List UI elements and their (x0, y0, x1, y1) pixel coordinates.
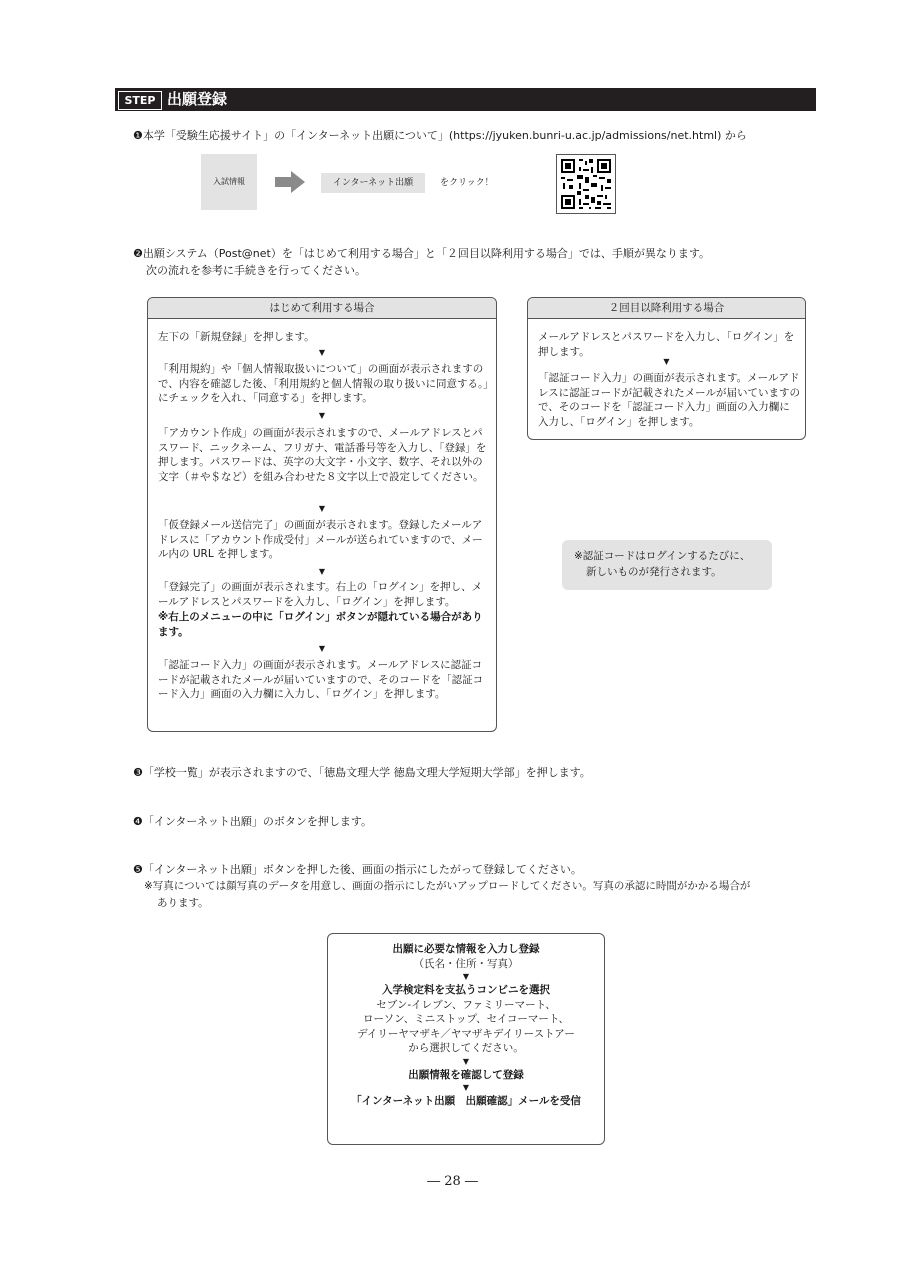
arrow-down-icon: ▼ (318, 348, 326, 357)
item4-text: 「インターネット出願」のボタンを押します。 (142, 815, 373, 828)
arrow-down-icon: ▼ (318, 411, 326, 420)
second-step-1: メールアドレスとパスワードを入力し、「ログイン」を押します。 (538, 331, 795, 358)
flow-step2-title: 入学検定料を支払うコンビニを選択 (382, 984, 550, 996)
item4-line (133, 814, 372, 829)
item1-text: 本学「受験生応援サイト」の「インターネット出願について」(https://jyuken.bunri-u.ac.jp/admissions/net.html) から (142, 129, 747, 142)
arrow-down-icon: ▼ (318, 504, 326, 513)
first-step-6: 「認証コード入力」の画面が表示されます。メールアドレスに認証コードが記載されたメールが届いていますので、そのコードを「認証コード入力」画面の入力欄に入力し、「ログイン」を押します。 (158, 659, 484, 700)
item5-text: 「インターネット出願」ボタンを押した後、画面の指示にしたがって登録してください。 (142, 863, 582, 876)
arrow-down-icon: ▼ (462, 972, 470, 981)
login-note: ※右上のメニューの中に「ログイン」ボタンが隠れている場合があります。 (158, 611, 483, 638)
first-step-4: 「仮登録メール送信完了」の画面が表示されます。登録したメールアドレスに「アカウント作成受付」メールが送られていますので、メール内の URL を押します。 (158, 519, 483, 560)
section-title: 出願登録 (167, 90, 228, 108)
section-header (115, 88, 816, 124)
item3-number: ❸ (133, 766, 143, 779)
flow-step2-line4: から選択してください。 (408, 1042, 524, 1054)
note-line2: 新しいものが発行されます。 (586, 566, 722, 578)
second-time-panel (527, 297, 806, 440)
item5-note1: ※写真については顔写真のデータを用意し、画面の指示にしたがいアップロードしてください。写真の承認に時間がかかる場合が (144, 880, 751, 892)
note-line1: ※認証コードはログインするたびに、 (574, 550, 751, 562)
flow-step4-title: 「インターネット出願 出願確認」メールを受信 (351, 1095, 581, 1107)
item4-number: ❹ (133, 815, 143, 828)
arrow-down-icon: ▼ (462, 1083, 470, 1092)
item2-line1 (133, 246, 710, 261)
first-time-panel (147, 297, 497, 732)
item1-number: ❶ (133, 129, 143, 142)
qr-code-icon[interactable] (556, 154, 616, 214)
arrow-down-icon: ▼ (663, 357, 670, 366)
flow-step1-title: 出願に必要な情報を入力し登録 (392, 943, 540, 955)
item5-number: ❺ (133, 863, 143, 876)
arrow-down-icon: ▼ (318, 644, 326, 653)
first-step-5: 「登録完了」の画面が表示されます。右上の「ログイン」を押し、メールアドレスとパスワードを入力し、「ログイン」を押します。 (158, 581, 483, 608)
auth-code-note (562, 540, 772, 590)
item3-text: 「学校一覧」が表示されますので、「徳島文理大学 徳島文理大学短期大学部」を押します。 (142, 766, 591, 779)
item3-line (133, 765, 591, 780)
flow-step3-title: 出願情報を確認して登録 (408, 1068, 524, 1081)
item2-line2: 次の流れを参考に手続きを行ってください。 (146, 264, 366, 277)
step-label: STEP 2 (118, 91, 162, 110)
second-step-2: 「認証コード入力」の画面が表示されます。メールアドレスに認証コードが記載されたメールが届いていますので、そのコードを「認証コード入力」画面の入力欄に入力し、「ログイン」を押します。 (538, 372, 800, 428)
nav-admissions-box[interactable]: 入試情報 (201, 154, 257, 210)
first-step-1: 左下の「新規登録」を押します。 (158, 331, 315, 343)
flow-step2-line1: セブン-イレブン、ファミリーマート、 (376, 998, 556, 1011)
internet-application-button[interactable]: インターネット出願 (321, 173, 425, 193)
item2-text: 出願システム（Post@net）を「はじめて利用する場合」と「２回目以降利用する場合」では、手順が異なります。 (142, 247, 710, 260)
page-number: ― 28 ― (427, 1174, 478, 1189)
flow-step2-line3: デイリーヤマザキ／ヤマザキデイリーストアー (357, 1027, 575, 1040)
item2-number: ❷ (133, 247, 143, 260)
item5-line (133, 862, 582, 877)
flow-step2-line2: ローソン、ミニストップ、セイコーマート、 (363, 1013, 569, 1025)
item5-note2: あります。 (157, 897, 209, 909)
item1-line (133, 128, 747, 143)
first-step-2: 「利用規約」や「個人情報取扱いについて」の画面が表示されますので、内容を確認した後、「利用規約と個人情報の取り扱いに同意する。」にチェックを入れ、「同意する」を押します。 (158, 363, 489, 404)
click-instruction: をクリック！ (440, 178, 494, 188)
first-time-title: はじめて利用する場合 (148, 298, 496, 319)
arrow-down-icon: ▼ (462, 1056, 470, 1066)
arrow-down-icon: ▼ (318, 567, 326, 576)
first-step-3: 「アカウント作成」の画面が表示されますので、メールアドレスとパスワード、ニックネーム、フリガナ、電話番号等を入力し、「登録」を押します。パスワードは、英字の大文字・小文字、数字、それ以外の文字（＃や＄など）を組み合わせた８文字以上で設定してください。 (158, 427, 487, 483)
arrow-right-icon (275, 171, 305, 193)
application-flow-box (327, 933, 605, 1145)
flow-step1-sub: （氏名・住所・写真） (413, 957, 519, 970)
second-time-title: ２回目以降利用する場合 (528, 298, 805, 319)
